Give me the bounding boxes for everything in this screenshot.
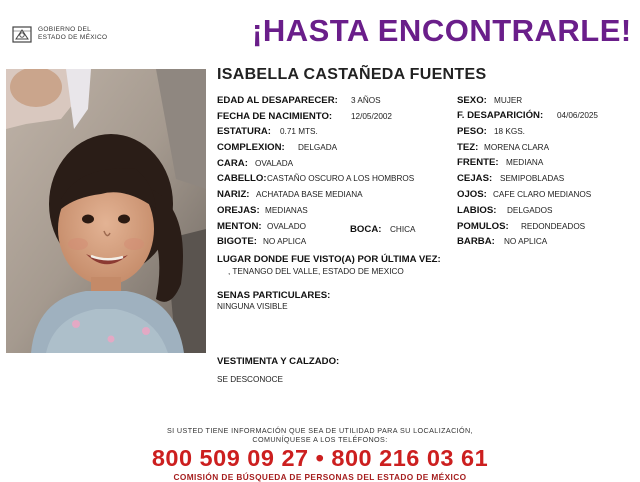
value-nariz: ACHATADA BASE MEDIANA bbox=[256, 190, 363, 199]
value-tez: MORENA CLARA bbox=[484, 143, 550, 152]
value-pomulos: REDONDEADOS bbox=[521, 222, 586, 231]
value-barba: NO APLICA bbox=[504, 237, 548, 246]
value-cejas: SEMIPOBLADAS bbox=[500, 174, 565, 183]
label-complexion: COMPLEXION: bbox=[217, 142, 285, 153]
commission-name: COMISIÓN DE BÚSQUEDA DE PERSONAS DEL ESTADO DE MÉXICO bbox=[173, 472, 467, 482]
footer-note-line2: COMUNÍQUESE A LOS TELÉFONOS: bbox=[252, 435, 388, 444]
label-estatura: ESTATURA: bbox=[217, 126, 272, 137]
value-bigote: NO APLICA bbox=[263, 237, 307, 246]
label-peso: PESO: bbox=[457, 126, 487, 137]
label-vestimenta: VESTIMENTA Y CALZADO: bbox=[217, 356, 340, 367]
value-last-seen: , TENANGO DEL VALLE, ESTADO DE MEXICO bbox=[228, 267, 404, 276]
label-frente: FRENTE: bbox=[457, 157, 499, 168]
value-vestimenta: SE DESCONOCE bbox=[217, 375, 283, 384]
value-complexion: DELGADA bbox=[298, 143, 338, 152]
label-cejas: CEJAS: bbox=[457, 173, 493, 184]
label-labios: LABIOS: bbox=[457, 205, 497, 216]
value-f-desaparicion: 04/06/2025 bbox=[557, 111, 598, 120]
value-fecha-nacimiento: 12/05/2002 bbox=[351, 112, 392, 121]
label-barba: BARBA: bbox=[457, 236, 495, 247]
label-nariz: NARIZ: bbox=[217, 189, 250, 200]
value-edad: 3 AÑOS bbox=[351, 96, 381, 105]
label-fecha-nacimiento: FECHA DE NACIMIENTO: bbox=[217, 111, 333, 122]
footer-note-line1: SI USTED TIENE INFORMACIÓN QUE SEA DE UTILIDAD PARA SU LOCALIZACIÓN, bbox=[166, 426, 474, 435]
label-menton: MENTON: bbox=[217, 221, 262, 232]
person-name: ISABELLA CASTAÑEDA FUENTES bbox=[217, 66, 487, 83]
label-cara: CARA: bbox=[217, 158, 248, 169]
label-edad: EDAD AL DESAPARECER: bbox=[217, 95, 338, 106]
label-f-desaparicion: F. DESAPARICIÓN: bbox=[457, 110, 544, 121]
value-cabello: CASTAÑO OSCURO A LOS HOMBROS bbox=[267, 174, 415, 183]
value-senas: NINGUNA VISIBLE bbox=[217, 302, 288, 311]
label-cabello: CABELLO: bbox=[217, 173, 267, 184]
value-menton: OVALADO bbox=[267, 222, 306, 231]
logo-text-line2: ESTADO DE MÉXICO bbox=[38, 34, 108, 41]
label-senas: SENAS PARTICULARES: bbox=[217, 290, 331, 301]
value-frente: MEDIANA bbox=[506, 158, 544, 167]
phone-numbers: 800 509 09 27 • 800 216 03 61 bbox=[151, 445, 489, 471]
headline: ¡HASTA ENCONTRARLE! bbox=[252, 13, 632, 48]
label-tez: TEZ: bbox=[457, 142, 479, 153]
value-ojos: CAFE CLARO MEDIANOS bbox=[493, 190, 592, 199]
value-cara: OVALADA bbox=[255, 159, 294, 168]
label-ojos: OJOS: bbox=[457, 189, 487, 200]
state-emblem-icon bbox=[10, 22, 34, 46]
label-boca: BOCA: bbox=[350, 224, 382, 235]
value-peso: 18 KGS. bbox=[494, 127, 525, 136]
label-orejas: OREJAS: bbox=[217, 205, 260, 216]
missing-person-photo bbox=[6, 69, 206, 353]
value-labios: DELGADOS bbox=[507, 206, 553, 215]
value-sexo: MUJER bbox=[494, 96, 523, 105]
label-bigote: BIGOTE: bbox=[217, 236, 257, 247]
value-boca: CHICA bbox=[390, 225, 416, 234]
logo-text-line1: GOBIERNO DEL bbox=[38, 26, 92, 33]
government-logo bbox=[10, 22, 130, 46]
label-pomulos: POMULOS: bbox=[457, 221, 509, 232]
label-last-seen: LUGAR DONDE FUE VISTO(A) POR ÚLTIMA VEZ: bbox=[217, 254, 441, 265]
value-orejas: MEDIANAS bbox=[265, 206, 308, 215]
label-sexo: SEXO: bbox=[457, 95, 487, 106]
value-estatura: 0.71 MTS. bbox=[280, 127, 318, 136]
